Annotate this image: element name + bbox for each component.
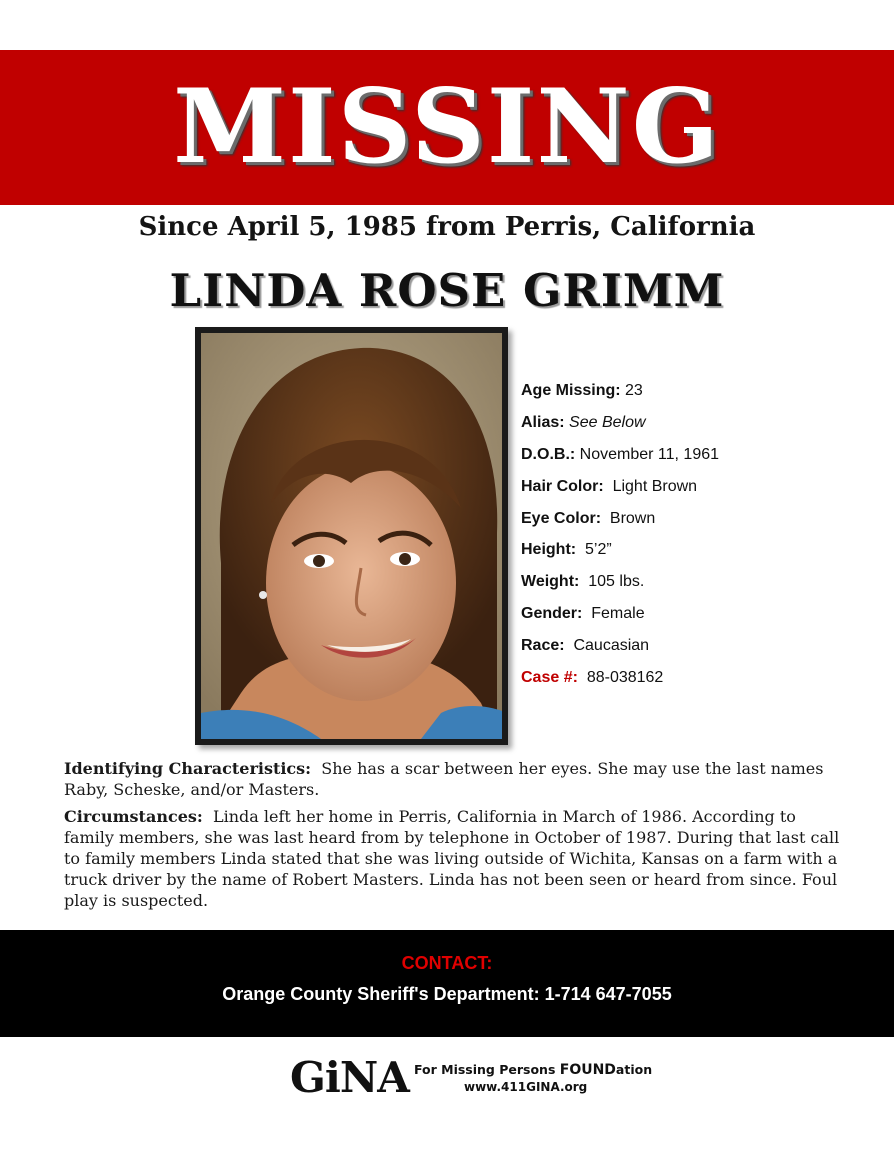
gina-logo-mark: GiNA [290,1053,409,1102]
contact-label: CONTACT: [401,953,493,973]
detail-height: Height: 5’2” [521,541,612,559]
person-name: LINDA ROSE GRIMM [169,264,725,317]
contact-phone: Orange County Sheriff's Department: 1-714 647-7055 [222,984,672,1004]
gina-url: www.411GINA.org [464,1080,588,1094]
photo-frame [195,327,508,745]
detail-case-number: Case #: 88-038162 [521,669,664,687]
details-list [521,378,881,697]
detail-age-missing: Age Missing: 23 [521,382,643,399]
detail-alias: Alias: See Below [521,413,646,431]
missing-title: MISSING [173,67,721,187]
gina-tagline: For Missing Persons FOUNDation [414,1062,653,1078]
identifying-characteristics: Identifying Characteristics: She has a scar between her eyes. She may use the last names Raby, Scheske, and/or Masters. [64,759,824,799]
person-photo [201,333,502,739]
detail-dob: D.O.B.: November 11, 1961 [521,445,720,463]
detail-gender: Gender: Female [521,605,645,623]
detail-weight: Weight: 105 lbs. [521,573,645,591]
detail-hair-color: Hair Color: Light Brown [521,477,698,495]
missing-since-line: Since April 5, 1985 from Perris, California [138,212,756,242]
detail-race: Race: Caucasian [521,637,650,655]
detail-eye-color: Eye Color: Brown [521,509,656,527]
circumstances: Circumstances: Linda left her home in Perris, California in March of 1986. According to family members, she was last heard from by telephone in October of 1987. During that last call to family members Linda stated that she was living outside of Wichita, Kansas on a farm with a truck driver by the name of Robert Masters. Linda has not been seen or heard from since. Foul play is suspected. [64,807,840,910]
gina-logo [290,1052,653,1108]
